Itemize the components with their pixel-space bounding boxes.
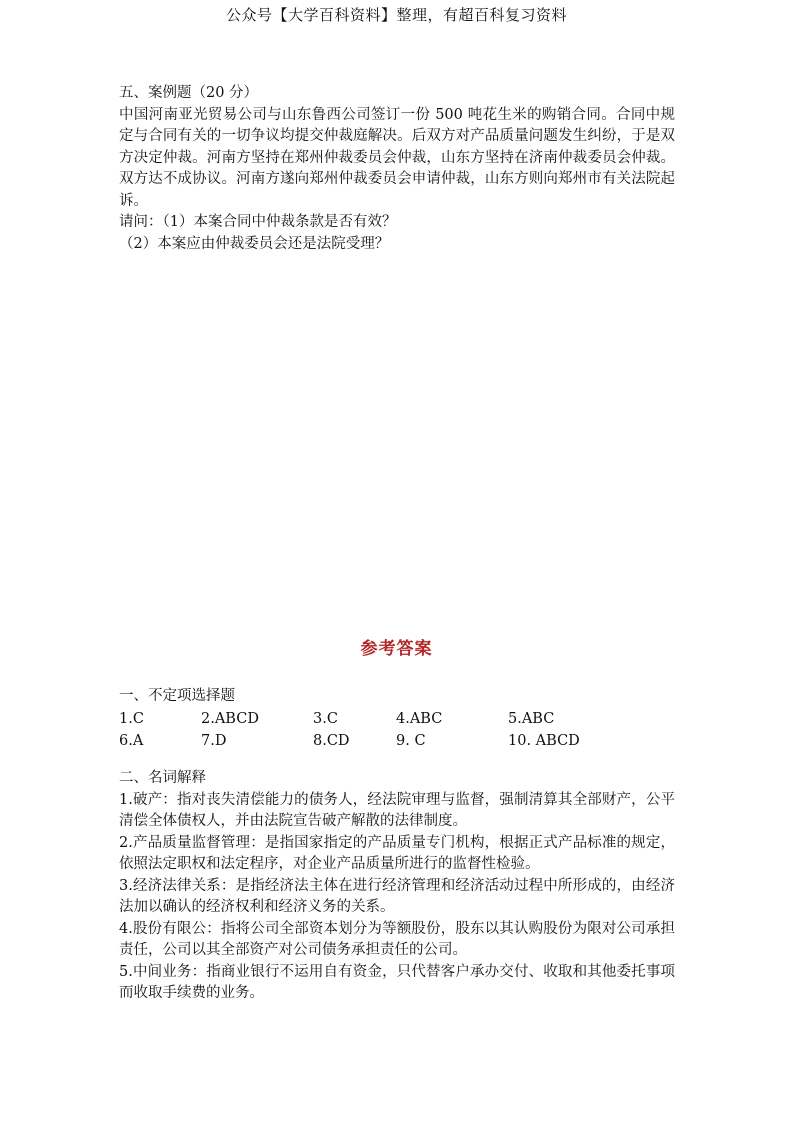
answer-row xyxy=(119,730,675,752)
answer-cell: 1.C xyxy=(119,710,144,727)
answers-title: 参考答案 xyxy=(360,639,433,659)
answer-cell: 2.ABCD xyxy=(201,710,259,727)
section-title: 二、名词解释 xyxy=(119,770,206,786)
definition-item: 3.经济法律关系：是指经济法主体在进行经济管理和经济活动过程中所形成的，由经济法加以确认的经济权利和经济义务的关系。 xyxy=(119,877,675,915)
answer-row xyxy=(119,708,675,730)
answer-cell: 3.C xyxy=(313,710,338,727)
multiple-choice-answers xyxy=(119,686,675,752)
page-header: 公众号【大学百科资料】整理，有超百科复习资料 xyxy=(225,6,567,24)
definition-item: 5.中间业务：指商业银行不运用自有资金，只代替客户承办交付、收取和其他委托事项而收取手续费的业务。 xyxy=(119,963,675,1001)
answer-cell: 8.CD xyxy=(313,732,350,749)
case-paragraph: 中国河南亚光贸易公司与山东鲁西公司签订一份 500 吨花生米的购销合同。合同中规定与合同有关的一切争议均提交仲裁庭解决。后双方对产品质量问题发生纠纷，于是双方决定仲裁。河南方坚持在郑州仲裁委员会仲裁，山东方坚持在济南仲裁委员会仲裁。双方达不成协议。河南方遂向郑州仲裁委员会申请仲裁，山东方则向郑州市有关法院起诉。 xyxy=(119,106,675,209)
answer-cell: 4.ABC xyxy=(396,710,443,727)
answer-cell: 5.ABC xyxy=(508,710,555,727)
definition-item: 1.破产：指对丧失清偿能力的债务人，经法院审理与监督，强制清算其全部财产，公平清偿全体债权人，并由法院宣告破产解散的法律制度。 xyxy=(119,791,675,829)
question-1: 请问：（1）本案合同中仲裁条款是否有效？ xyxy=(119,214,397,230)
definition-item: 2.产品质量监督管理：是指国家指定的产品质量专门机构，根据正式产品标准的规定，依照法定职权和法定程序，对企业产品质量所进行的监督性检验。 xyxy=(119,834,675,872)
answer-cell: 7.D xyxy=(201,732,227,749)
question-2: （2）本案应由仲裁委员会还是法院受理？ xyxy=(119,235,390,252)
section-title: 五、案例题（20 分） xyxy=(119,85,259,101)
case-study-section xyxy=(119,83,675,255)
answer-cell: 10. ABCD xyxy=(508,732,580,749)
answer-cell: 6.A xyxy=(119,732,144,749)
section-title: 一、不定项选择题 xyxy=(119,688,235,704)
answer-cell: 9. C xyxy=(396,732,426,749)
term-definitions xyxy=(119,768,675,1005)
definition-item: 4.股份有限公：指将公司全部资本划分为等额股份，股东以其认购股份为限对公司承担责任，公司以其全部资产对公司债务承担责任的公司。 xyxy=(119,920,675,958)
